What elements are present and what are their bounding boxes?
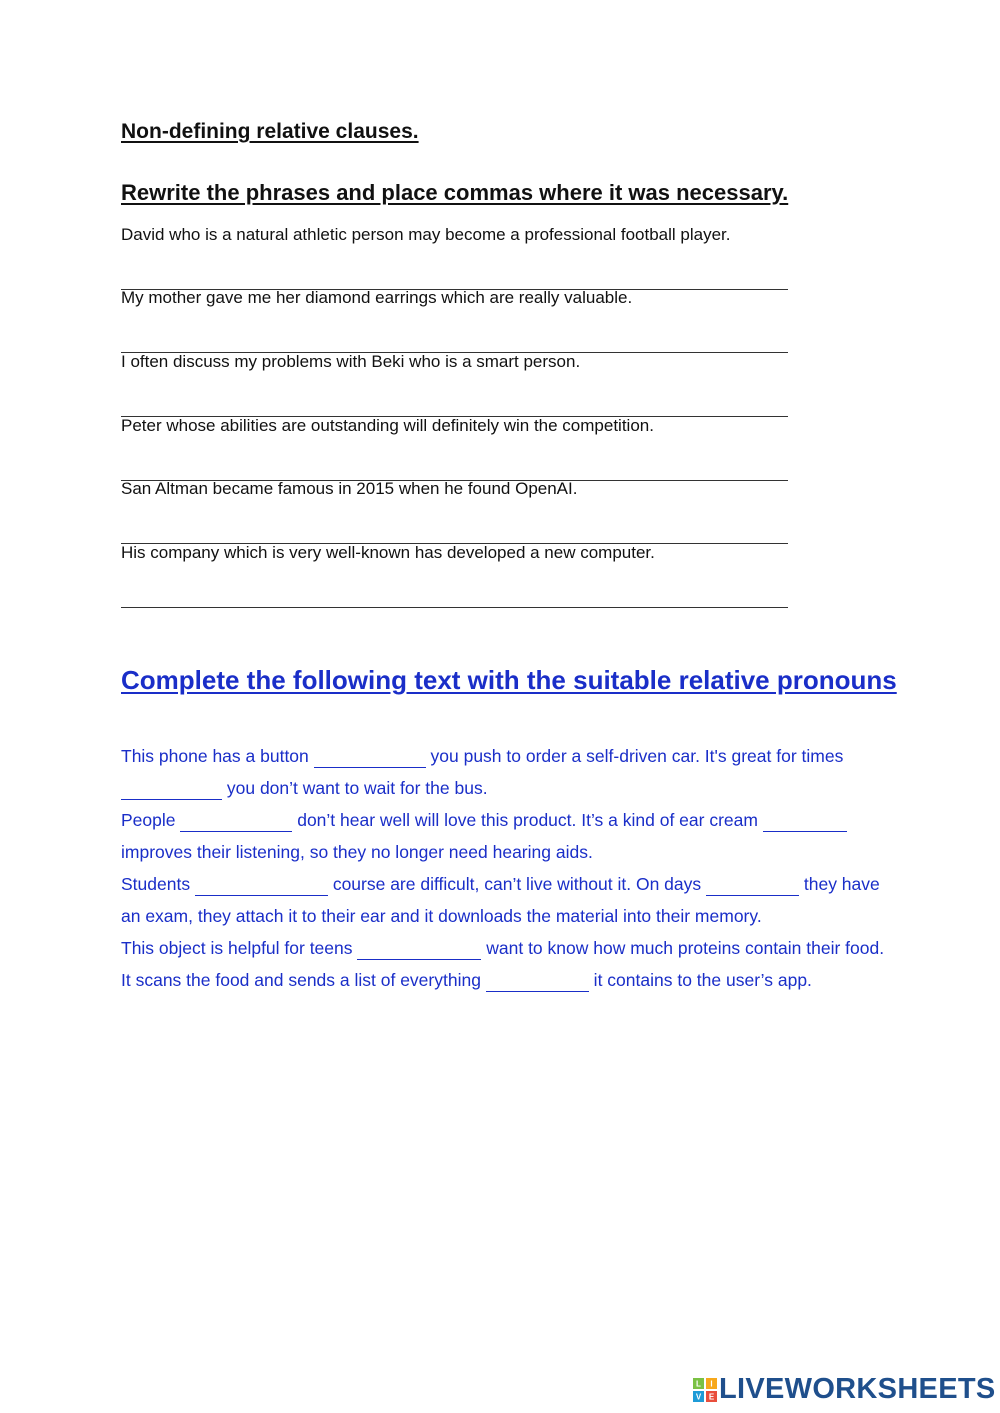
logo-mark-letter: L <box>696 1379 701 1388</box>
text-segment: People <box>121 810 181 830</box>
gap-input[interactable] <box>706 877 799 896</box>
section2-instruction: Complete the following text with the suitable relative pronouns <box>121 665 897 695</box>
answer-input[interactable] <box>121 394 788 417</box>
exercise-item <box>121 224 791 246</box>
gap-input[interactable] <box>180 813 292 832</box>
exercise-item <box>121 287 791 309</box>
text-segment: it contains to the user’s app. <box>588 970 812 990</box>
sentence: My mother gave me her diamond earrings which are really valuable. <box>121 288 633 307</box>
logo-mark-letter: I <box>710 1379 713 1388</box>
text-segment: want to know how much proteins contain their food. It scans the food and sends a list of everything <box>121 938 885 990</box>
answer-input[interactable] <box>121 521 788 544</box>
text-segment: This phone has a button <box>121 746 314 766</box>
logo-text: LIVEWORKSHEETS <box>719 1373 996 1405</box>
liveworksheets-logo-icon <box>693 1378 717 1402</box>
sentence: His company which is very well-known has developed a new computer. <box>121 543 655 562</box>
section1-instruction: Rewrite the phrases and place commas where it was necessary. <box>121 180 789 205</box>
liveworksheets-logo <box>693 1373 996 1406</box>
text-segment: you push to order a self-driven car. It's great for times <box>425 746 844 766</box>
gap-input[interactable] <box>195 877 328 896</box>
gap-input[interactable] <box>486 973 589 992</box>
paragraph <box>121 740 891 804</box>
sentence: I often discuss my problems with Beki who is a smart person. <box>121 352 581 371</box>
text-segment: Students <box>121 874 195 894</box>
exercise-item <box>121 415 791 437</box>
text-segment: improves their listening, so they no longer need hearing aids. <box>121 842 593 862</box>
answer-input[interactable] <box>121 585 788 608</box>
page-title: Non-defining relative clauses. <box>121 120 419 143</box>
exercise-item <box>121 478 791 500</box>
gap-input[interactable] <box>357 941 481 960</box>
logo-mark-letter: E <box>708 1392 715 1401</box>
text-segment: you don’t want to wait for the bus. <box>222 778 488 798</box>
exercise-item <box>121 351 791 373</box>
paragraph <box>121 868 891 932</box>
gap-input[interactable] <box>121 781 222 800</box>
paragraph <box>121 932 891 996</box>
gap-input[interactable] <box>763 813 847 832</box>
answer-input[interactable] <box>121 330 788 353</box>
text-segment: don’t hear well will love this product. It’s a kind of ear cream <box>292 810 763 830</box>
text-segment: course are difficult, can’t live without it. On days <box>327 874 706 894</box>
exercise-item <box>121 542 791 564</box>
gap-input[interactable] <box>314 749 426 768</box>
sentence: San Altman became famous in 2015 when he found OpenAI. <box>121 479 578 498</box>
sentence: Peter whose abilities are outstanding will definitely win the competition. <box>121 416 654 435</box>
fill-in-text <box>121 740 891 996</box>
text-segment: they have an exam, they attach it to their ear and it downloads the material into their memory. <box>121 874 880 926</box>
sentence: David who is a natural athletic person may become a professional football player. <box>121 225 731 244</box>
paragraph <box>121 804 891 868</box>
text-segment: This object is helpful for teens <box>121 938 358 958</box>
logo-mark-letter: V <box>695 1392 702 1401</box>
